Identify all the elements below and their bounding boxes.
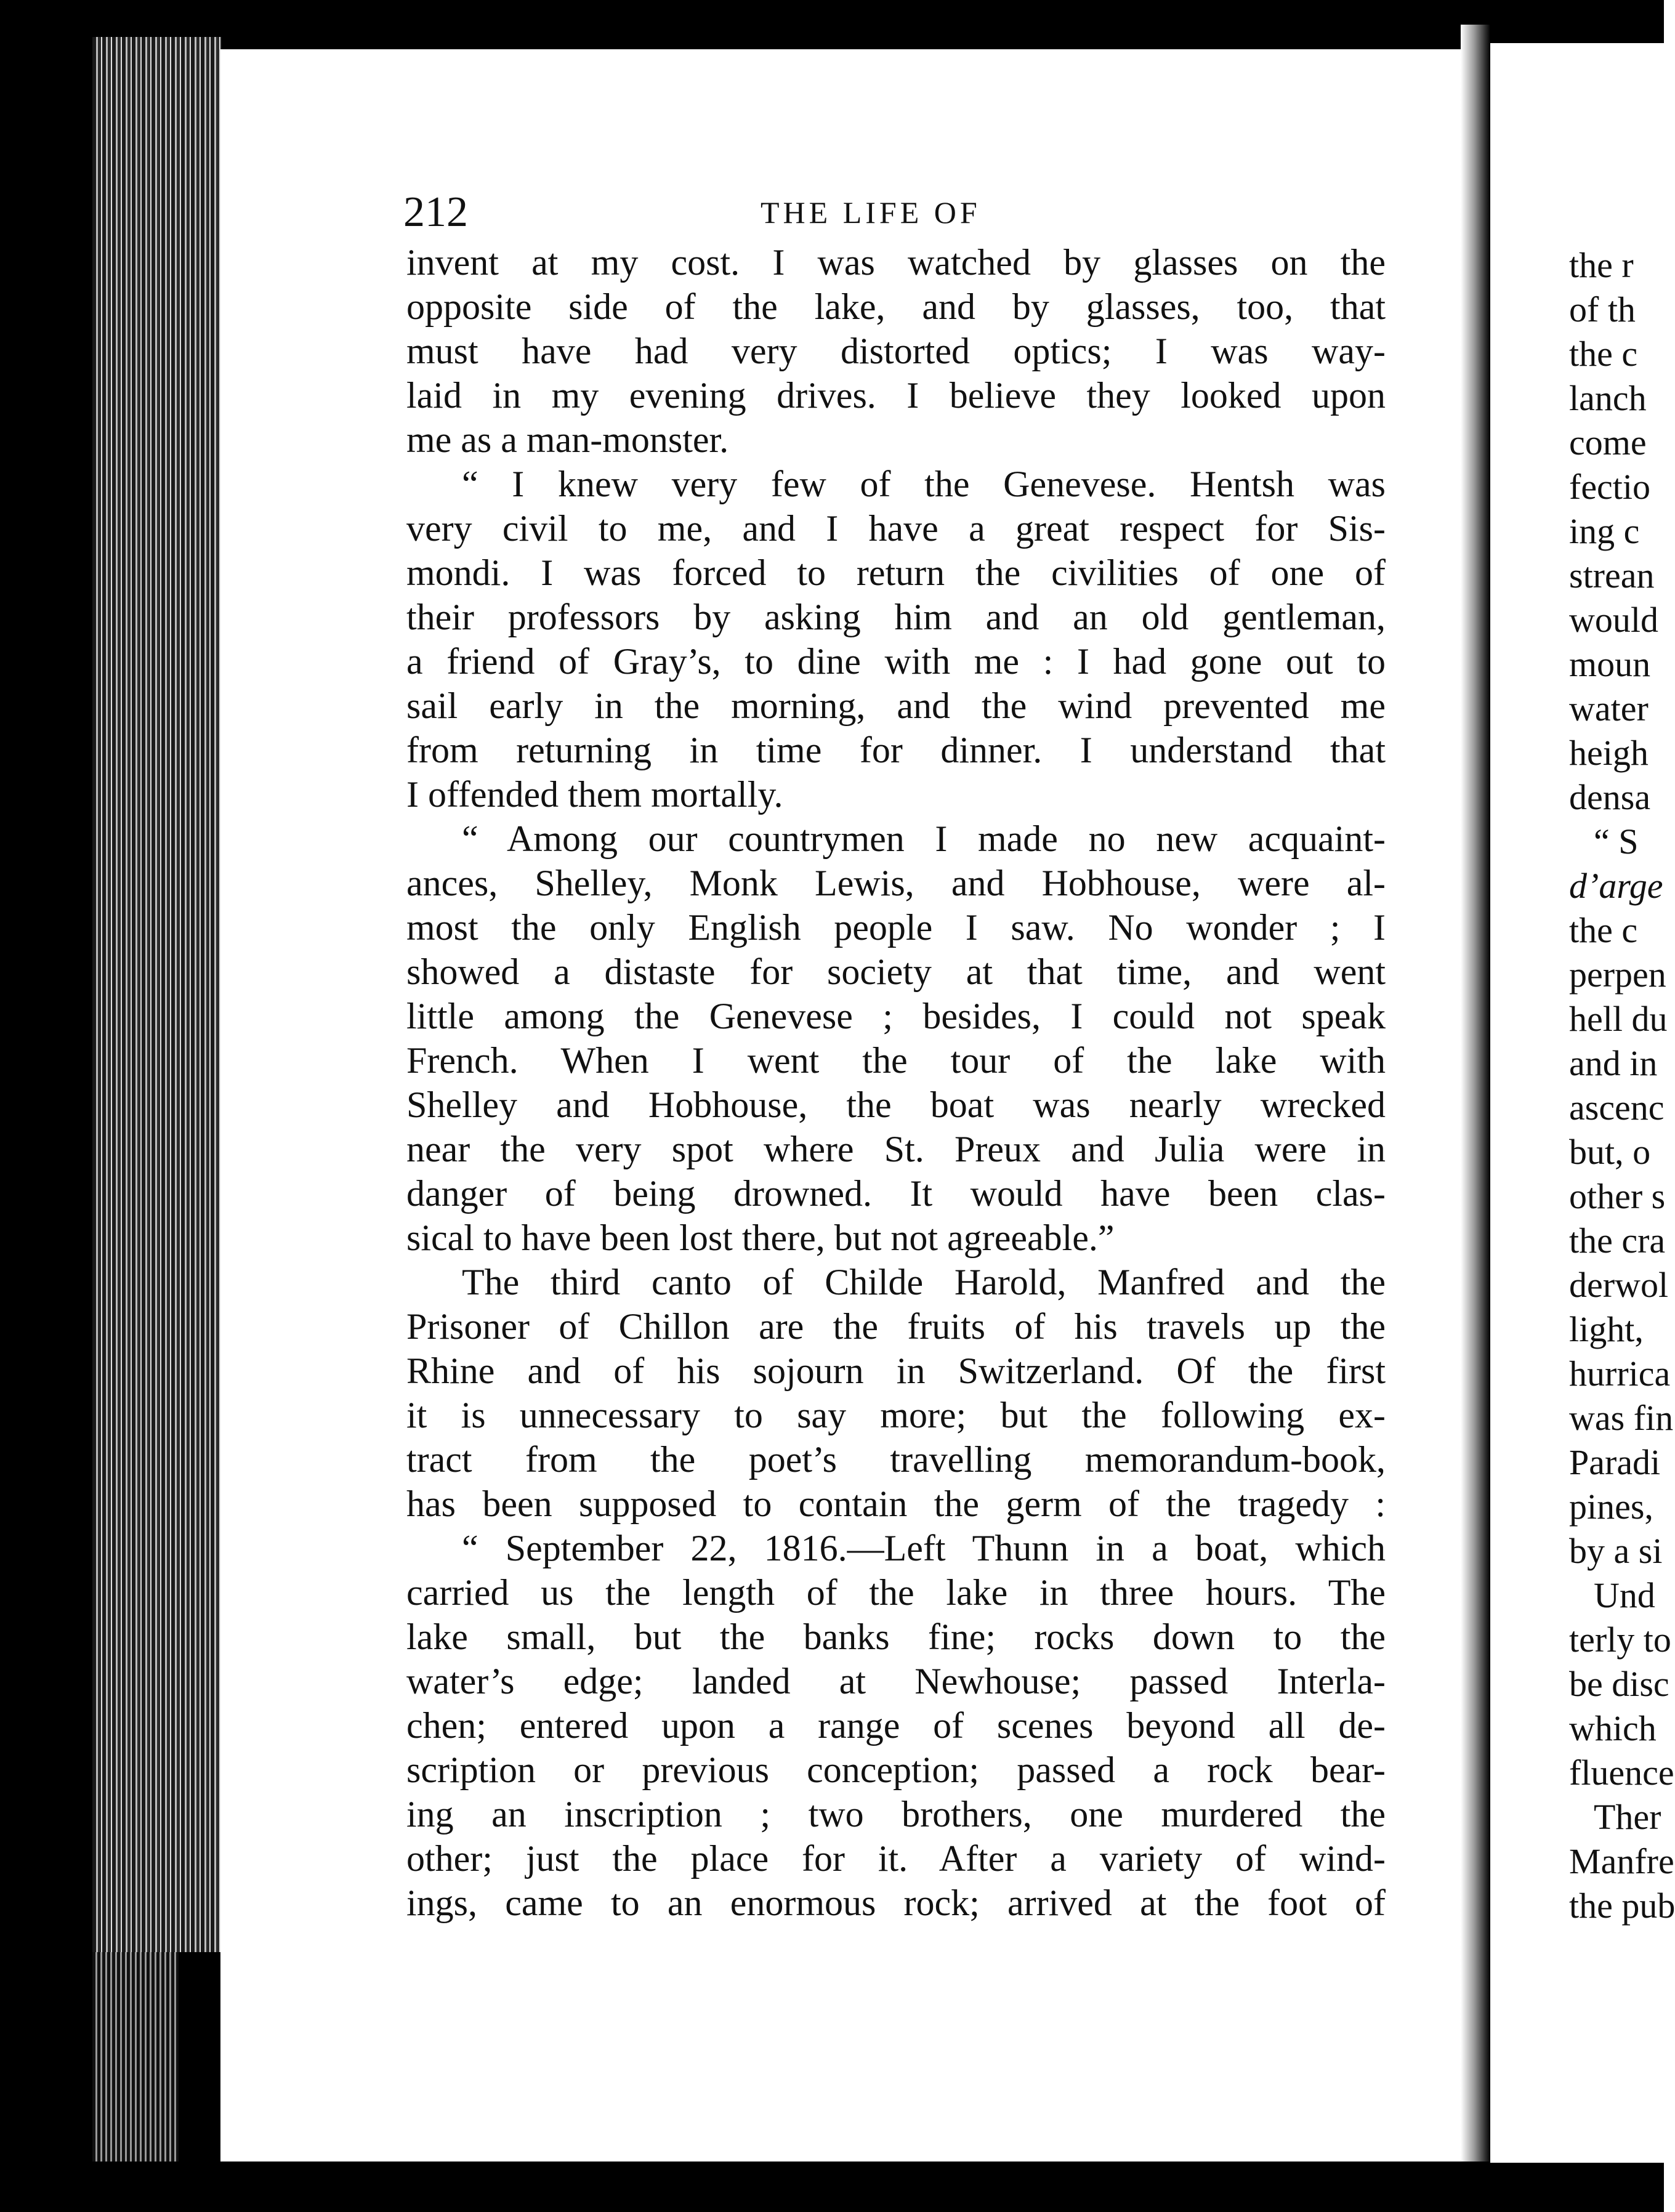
text-line: water’s edge; landed at Newhouse; passed Interla- [406, 1661, 1386, 1701]
text-line: me as a man-monster. [406, 419, 729, 460]
book-page-edges [92, 37, 222, 1952]
text-line: “ Among our countrymen I made no new acquaint- [462, 818, 1386, 859]
right-page-line: hurrica [1569, 1354, 1671, 1394]
text-line: near the very spot where St. Preux and Julia were in [406, 1129, 1386, 1169]
text-line: mondi. I was forced to return the civilities of one of [406, 552, 1386, 593]
right-page-line: lanch [1569, 378, 1647, 418]
text-line: opposite side of the lake, and by glasses, too, that [406, 286, 1386, 327]
right-page-line: the pub [1569, 1886, 1675, 1926]
text-line: tract from the poet’s travelling memorandum-book, [406, 1439, 1386, 1480]
text-line: chen; entered upon a range of scenes beyond all de- [406, 1705, 1386, 1746]
right-page-line: derwol [1569, 1265, 1669, 1305]
text-line: sical to have been lost there, but not agreeable.” [406, 1217, 1115, 1258]
right-page-line: other s [1569, 1176, 1666, 1216]
text-line: ing an inscription ; two brothers, one murdered the [406, 1794, 1386, 1835]
running-head-title: THE LIFE OF [761, 195, 981, 230]
right-page-line: the c [1569, 910, 1638, 950]
book-gutter [1461, 25, 1490, 2162]
right-page-line: Und [1594, 1575, 1655, 1615]
right-page-line: be disc [1569, 1664, 1669, 1704]
right-page-line: Manfre [1569, 1841, 1674, 1881]
right-page-line: strean [1569, 555, 1655, 595]
scan-bottom-border [0, 2163, 1664, 2212]
right-page-line: ing c [1569, 511, 1640, 551]
right-page-line: the r [1569, 245, 1634, 285]
text-line: sail early in the morning, and the wind prevented me [406, 685, 1386, 726]
right-page-line: would [1569, 600, 1658, 640]
right-page-line: fluence [1569, 1753, 1674, 1793]
right-page-line: d’arge [1569, 866, 1663, 906]
right-page-line: “ S [1594, 821, 1639, 862]
text-line: invent at my cost. I was watched by glasses on the [406, 242, 1386, 283]
text-line: very civil to me, and I have a great respect for Sis- [406, 508, 1386, 549]
text-line: Rhine and of his sojourn in Switzerland. Of the first [406, 1350, 1386, 1391]
right-page-line: heigh [1569, 733, 1649, 773]
text-line: carried us the length of the lake in three hours. The [406, 1572, 1386, 1613]
text-line: danger of being drowned. It would have been clas- [406, 1173, 1386, 1214]
text-line: from returning in time for dinner. I understand that [406, 730, 1386, 770]
text-line: ings, came to an enormous rock; arrived at the foot of [406, 1883, 1386, 1923]
text-line: lake small, but the banks fine; rocks down to the [406, 1617, 1386, 1657]
text-line: The third canto of Childe Harold, Manfred and the [462, 1262, 1386, 1302]
right-page-line: by a si [1569, 1531, 1663, 1571]
right-page-line: come [1569, 422, 1647, 462]
text-line: “ I knew very few of the Genevese. Hentsh was [462, 464, 1386, 504]
right-page-line: light, [1569, 1309, 1644, 1349]
body-text [406, 240, 1386, 1925]
right-page-line: Ther [1594, 1797, 1661, 1837]
right-page-line: hell du [1569, 999, 1668, 1039]
right-page-line: Paradi [1569, 1442, 1661, 1482]
right-page-line: but, o [1569, 1132, 1651, 1172]
right-page-line: and in [1569, 1043, 1658, 1083]
text-line: little among the Genevese ; besides, I could not speak [406, 996, 1386, 1036]
right-page-line: terly to [1569, 1620, 1671, 1660]
right-page-line: fectio [1569, 467, 1651, 507]
text-line: their professors by asking him and an old gentleman, [406, 597, 1386, 637]
text-line: French. When I went the tour of the lake with [406, 1040, 1386, 1081]
text-line: has been supposed to contain the germ of the tragedy : [406, 1483, 1386, 1524]
text-line: scription or previous conception; passed a rock bear- [406, 1750, 1386, 1790]
right-page-line: the c [1569, 334, 1638, 374]
text-line: it is unnecessary to say more; but the following ex- [406, 1395, 1386, 1435]
text-line: must have had very distorted optics; I was way- [406, 331, 1386, 371]
right-page-line: the cra [1569, 1221, 1666, 1261]
text-line: I offended them mortally. [406, 774, 783, 815]
text-line: a friend of Gray’s, to dine with me : I had gone out to [406, 641, 1386, 682]
right-page-line: ascenc [1569, 1088, 1665, 1128]
right-page-line: was fin [1569, 1398, 1674, 1438]
right-page-line: pines, [1569, 1487, 1653, 1527]
text-line: laid in my evening drives. I believe they looked upon [406, 375, 1386, 416]
right-page-line: water [1569, 688, 1649, 729]
text-line: ances, Shelley, Monk Lewis, and Hobhouse, were al- [406, 863, 1386, 903]
text-line: Prisoner of Chillon are the fruits of his travels up the [406, 1306, 1386, 1347]
right-page-line: moun [1569, 644, 1651, 684]
running-header [403, 185, 1389, 240]
book-page-edges-bottom [92, 1952, 179, 2162]
text-line: most the only English people I saw. No wonder ; I [406, 907, 1386, 948]
page-number: 212 [403, 188, 468, 236]
right-page-text [1569, 243, 1675, 1928]
text-line: Shelley and Hobhouse, the boat was nearly wrecked [406, 1084, 1386, 1125]
text-line: showed a distaste for society at that time, and went [406, 951, 1386, 992]
right-page-line: of th [1569, 289, 1636, 329]
right-page-line: densa [1569, 777, 1651, 817]
text-line: other; just the place for it. After a variety of wind- [406, 1838, 1386, 1879]
right-page-line: which [1569, 1708, 1657, 1748]
text-line: “ September 22, 1816.—Left Thunn in a boat, which [462, 1528, 1386, 1568]
right-page-line: perpen [1569, 955, 1666, 995]
